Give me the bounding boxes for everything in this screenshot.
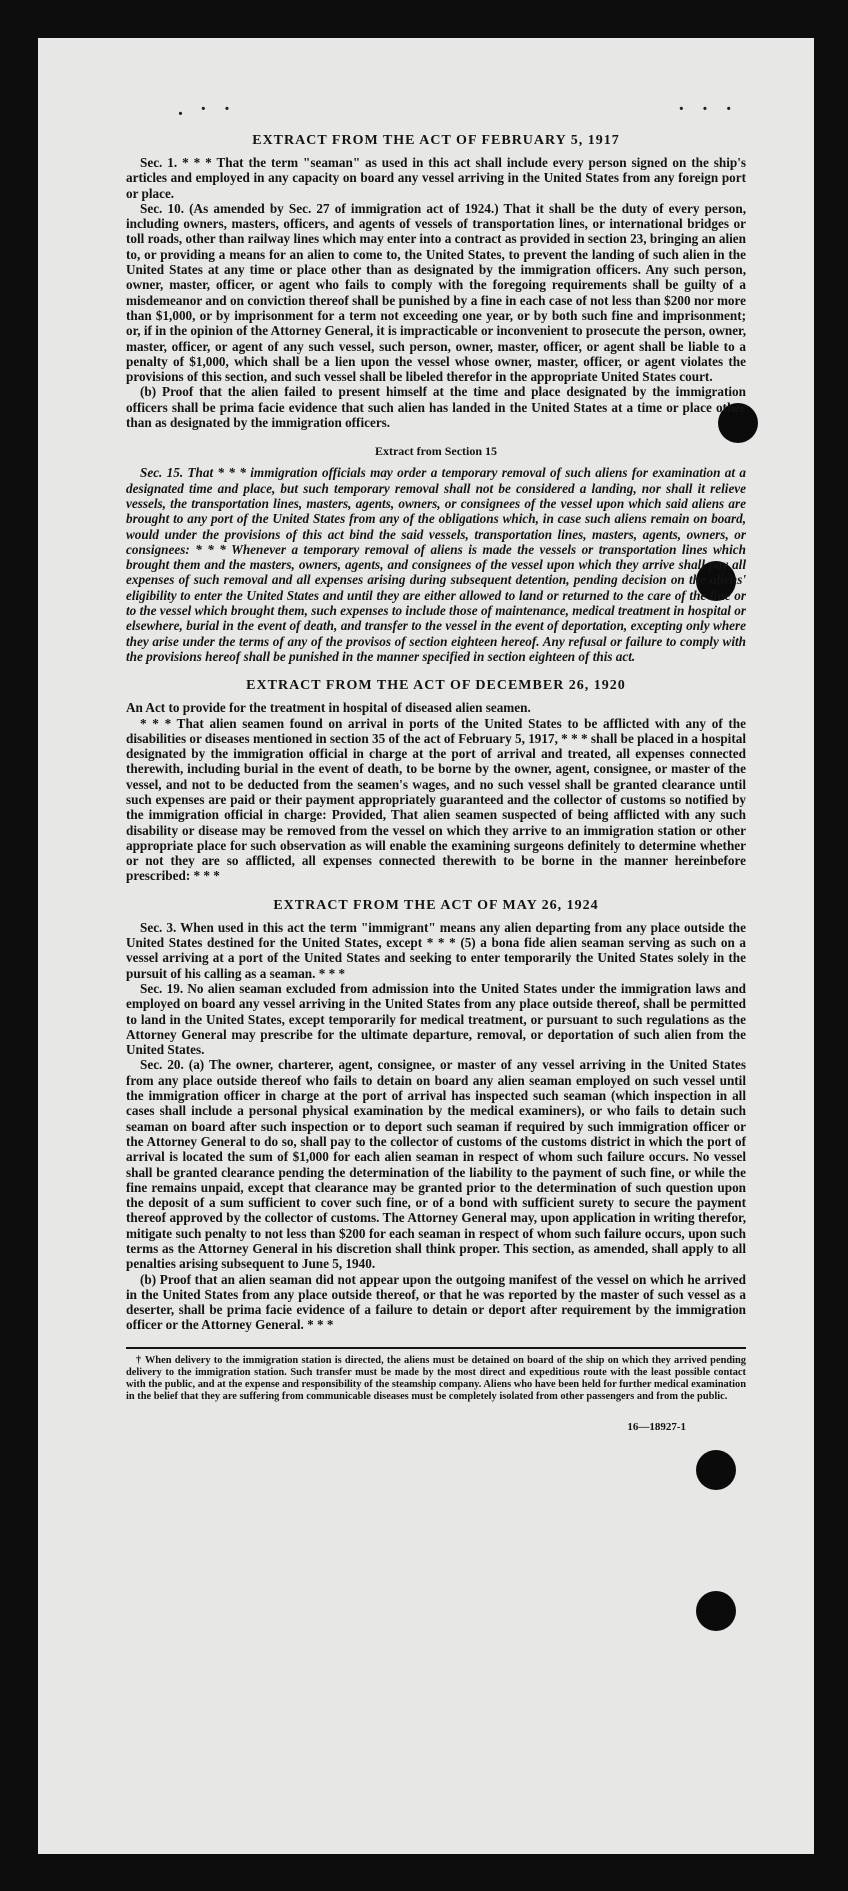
top-marks-left: . · ·: [178, 98, 237, 120]
punch-hole: [696, 1450, 736, 1490]
footnote-text: † When delivery to the immigration station is directed, the aliens must be detained on board of the ship on which they arrived pending delivery to the immigration station. Such transfer must be made by the most direct and expeditious route with the least possible contact with the public, and at the expense and responsibility of the steamship company. Aliens who have been held for further medical examination in the belief that they are suffering from communicable diseases must be completely isolated from other passengers and from the public.: [126, 1354, 746, 1402]
paragraph: Sec. 1. * * * That the term "seaman" as used in this act shall include every person signed on the ship's articles and employed in any capacity on board any vessel arriving in the United States from any foreign port or place.: [126, 155, 746, 201]
paragraph: * * * That alien seamen found on arrival in ports of the United States to be afflicted with any of the disabilities or diseases mentioned in section 35 of the act of February 5, 1917, * * * shall be placed in a hospital designated by the immigration official in charge at the port of arrival and treated, all expenses connected therewith, including burial in the event of death, to be borne by the owner, agent, consignee, or master of the vessel, and not to be deducted from the seamen's wages, and no such vessel shall be granted clearance until such expenses are paid or their payment appropriately guaranteed and the collector of customs so notified by the immigration official in charge: Provided, That alien seamen suspected of being afflicted with any such disability or disease may be removed from the vessel on which they arrive to an immigration station or other appropriate place for such observation as will enable the examining surgeons definitely to determine whether or not they are so afflicted, all expenses connected therewith to be borne in the manner hereinbefore prescribed: * * *: [126, 715, 746, 884]
top-marks-right: · · ·: [678, 98, 739, 120]
section-heading: Extract from Section 15: [374, 444, 498, 459]
section-act-dec-1920: [126, 678, 746, 884]
paragraph: Sec. 19. No alien seaman excluded from admission into the United States under the immigration laws and employed on board any vessel arriving in the United States from any place outside thereof, shall be permitted to land in the United States, except temporarily for medical treatment, or pursuant to such regulations as the Attorney General may prescribe for the ultimate departure, removal, or deportation of such alien from the United States.: [126, 980, 746, 1058]
paragraph: Sec. 20. (a) The owner, charterer, agent, consignee, or master of any vessel arriving in the United States from any place outside thereof who fails to detain on board any alien seaman employed on such vessel until the immigration officer in charge at the port of arrival has inspected such seaman (which inspection in all cases shall include a personal physical examination by the medical examiners), or who fails to detain such seaman on board after such inspection or to deport such seaman if required by such immigration officer or the Attorney General to do so, shall pay to the collector of customs of the customs district in which the port of arrival is located the sum of $1,000 for each alien seaman in respect of whom such failure occurs. No vessel shall be granted clearance pending the determination of the liability to the payment of such fine, or while the fine remains unpaid, except that clearance may be granted prior to the determination of such question upon the deposit of a sum sufficient to cover such fine, or of a bond with sufficient surety to secure the payment thereof approved by the collector of customs. The Attorney General may, upon application in writing therefor, mitigate such penalty to not less than $200 for each seaman in respect of whom such failure occurs, upon such terms as the Attorney General in his discretion shall think proper. This section, as amended, shall apply to all penalties arising subsequent to June 5, 1940.: [126, 1057, 746, 1272]
section-heading: EXTRACT FROM THE ACT OF MAY 26, 1924: [273, 897, 599, 913]
paragraph: (b) Proof that the alien failed to present himself at the time and place designated by the immigration officers shall be prima facie evidence that such alien has landed in the United States at a time or place other than as designated by the immigration officers.: [126, 384, 746, 431]
footnote-divider: [126, 1347, 746, 1349]
paragraph: (b) Proof that an alien seaman did not appear upon the outgoing manifest of the vessel on which he arrived in the United States from any place outside thereof, or that he was reported by the master of such vessel as a deserter, shall be prima facie evidence of a failure to detain or deport after requirement by the immigration officer or the Attorney General. * * *: [126, 1271, 746, 1333]
form-number: 16—18927-1: [627, 1420, 686, 1433]
paragraph: Sec. 10. (As amended by Sec. 27 of immigration act of 1924.) That it shall be the duty of every person, including owners, masters, officers, and agents of vessels of transportation lines, or international bridges or toll roads, other than railway lines which may enter into a contract as provided in section 23, bringing an alien to, or providing a means for an alien to come to, the United States, to prevent the landing of such alien in the United States at any time or place other than as designated by the immigration officers. Any such person, owner, master, officer, or agent who fails to comply with the foregoing requirements shall be guilty of a misdemeanor and on conviction thereof shall be punished by a fine in each case of not less than $200 nor more than $1,000, or by imprisonment for a term not exceeding one year, or by both such fine and imprisonment; or, if in the opinion of the Attorney General, it is impracticable or inconvenient to prosecute the person, owner, master, officer, or agent of any such vessel, such person, owner, master, officer, or agent shall be liable to a penalty of $1,000, which shall be a lien upon the vessel whose owner, master, officer, or agent violates the provisions of this section, and such vessel shall be libeled therefor in the appropriate United States court.: [126, 200, 746, 385]
footnote: [126, 1355, 746, 1403]
section-act-feb-1917: [126, 133, 746, 430]
section-heading: EXTRACT FROM THE ACT OF FEBRUARY 5, 1917: [252, 133, 620, 148]
paragraph: An Act to provide for the treatment in hospital of diseased alien seamen.: [126, 700, 531, 716]
section-heading: EXTRACT FROM THE ACT OF DECEMBER 26, 1920: [246, 678, 626, 694]
paragraph: Sec. 3. When used in this act the term "immigrant" means any alien departing from any place outside the United States destined for the United States, except * * * (5) a bona fide alien seaman serving as such on a vessel arriving at a port of the United States and seeking to enter temporarily the United States solely in the pursuit of his calling as a seaman. * * *: [126, 919, 746, 981]
paragraph: Sec. 15. That * * * immigration officials may order a temporary removal of such aliens for examination at a designated time and place, but such temporary removal shall not be considered a landing, nor shall it relieve vessels, the transportation lines, masters, agents, owners, or consignees of the vessel upon which said aliens are brought to any port of the United States from any of the obligations which, in case such aliens remain on board, would under the provisions of this act bind the said vessels, transportation lines, masters, agents, owners, or consignees: * * * Whenever a temporary removal of aliens is made the vessels or transportation lines which brought them and the masters, owners, agents, and consignees of the vessel upon which they arrive shall pay all expenses of such removal and all expenses arising during subsequent detention, pending decision on the aliens' eligibility to enter the United States and until they are either allowed to land or returned to the care of the line or to the vessel which brought them, such expenses to include those of maintenance, medical treatment in hospital or elsewhere, burial in the event of death, and transfer to the vessel in the event of deportation, excepting only where they arise under the terms of any of the provisos of section eighteen hereof. Any refusal or failure to comply with the provisions hereof shall be punished in the manner specified in section eighteen of this act.: [126, 465, 746, 664]
document-page: [38, 38, 814, 1854]
section-act-may-1924: [126, 898, 746, 1333]
document-body: [126, 133, 746, 1433]
punch-hole: [696, 1591, 736, 1631]
section-extract-15: [126, 444, 746, 664]
